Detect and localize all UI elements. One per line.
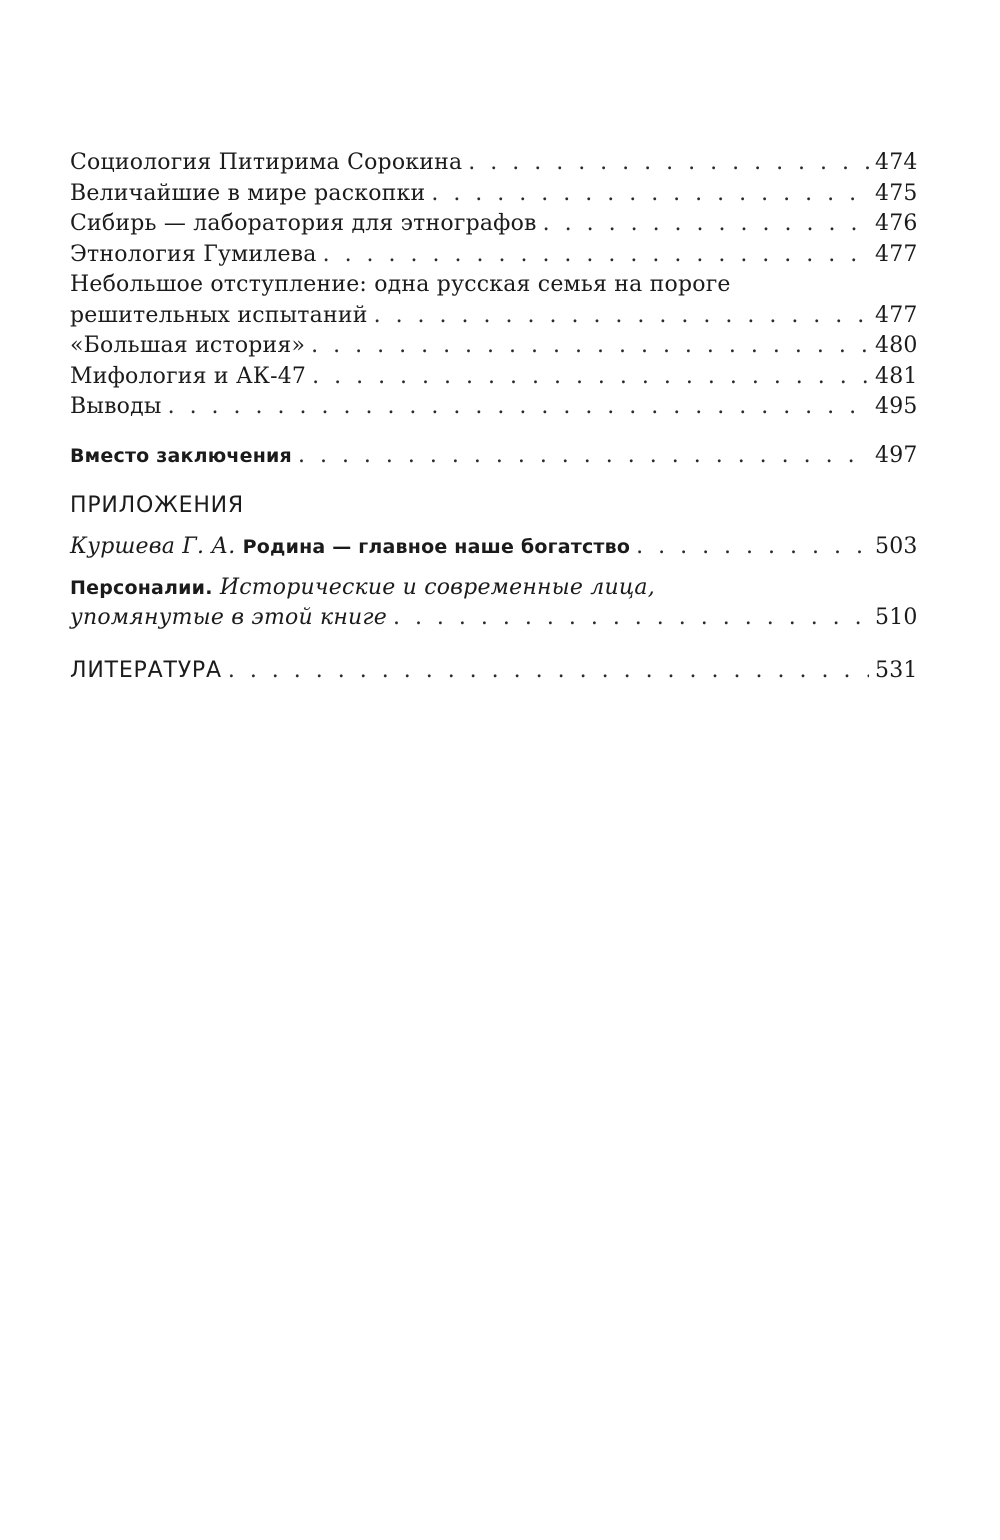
toc-entry-page: 474 bbox=[875, 150, 918, 175]
leader-dots bbox=[374, 301, 869, 332]
toc-appendix-entry[interactable] bbox=[70, 532, 918, 563]
leader-dots bbox=[636, 532, 869, 563]
conclusion-title: Вместо заключения bbox=[70, 444, 292, 467]
toc-entry[interactable] bbox=[70, 362, 918, 393]
appendix-page: 503 bbox=[875, 534, 918, 559]
leader-dots bbox=[431, 179, 869, 210]
toc-appendix-entry-multiline[interactable] bbox=[70, 573, 918, 634]
toc-entry-page: 477 bbox=[875, 302, 918, 328]
appendix-subtitle-line2: упомянутые в этой книге bbox=[70, 605, 387, 630]
toc-entry[interactable] bbox=[70, 148, 918, 179]
leader-dots bbox=[393, 603, 869, 634]
leader-dots bbox=[298, 441, 869, 472]
leader-dots bbox=[228, 656, 869, 687]
toc-literature[interactable] bbox=[70, 656, 918, 687]
toc-entry-page: 477 bbox=[875, 241, 918, 267]
leader-dots bbox=[311, 331, 869, 362]
toc-entry[interactable] bbox=[70, 209, 918, 240]
toc-entry-title: Социология Питирима Сорокина bbox=[70, 150, 463, 175]
toc-entry-title: Выводы bbox=[70, 394, 162, 419]
toc-entry-title: «Большая история» bbox=[70, 333, 306, 358]
toc-entry-title-line1: Небольшое отступление: одна русская семья на пороге bbox=[70, 272, 731, 297]
toc-entry[interactable] bbox=[70, 392, 918, 423]
leader-dots bbox=[323, 240, 869, 271]
toc-entry-page: 476 bbox=[875, 211, 918, 236]
leader-dots bbox=[312, 362, 869, 393]
toc-conclusion[interactable] bbox=[70, 441, 918, 472]
literature-title: ЛИТЕРАТУРА bbox=[70, 657, 222, 683]
toc-entry-title: Этнология Гумилева bbox=[70, 241, 317, 267]
toc-entry[interactable] bbox=[70, 179, 918, 210]
leader-dots bbox=[168, 392, 869, 423]
toc-entry[interactable] bbox=[70, 240, 918, 271]
appendix-title: Родина — главное наше богатство bbox=[242, 536, 631, 558]
toc-entry-title: Сибирь — лаборатория для этнографов bbox=[70, 211, 537, 236]
toc-entry-page: 480 bbox=[875, 333, 918, 358]
appendix-title: Персоналии. bbox=[70, 576, 213, 599]
toc-entry-multiline[interactable] bbox=[70, 270, 918, 331]
appendix-author: Куршева Г. А. bbox=[70, 534, 236, 559]
toc-entry-page: 481 bbox=[875, 363, 918, 389]
literature-page: 531 bbox=[875, 657, 918, 683]
toc-entry-title: Мифология и АК-47 bbox=[70, 363, 307, 389]
toc-entry-page: 475 bbox=[875, 180, 918, 206]
leader-dots bbox=[543, 209, 869, 240]
toc-entry-title-line2: решительных испытаний bbox=[70, 302, 368, 328]
appendices-heading: ПРИЛОЖЕНИЯ bbox=[70, 493, 245, 518]
toc-entry-title: Величайшие в мире раскопки bbox=[70, 180, 426, 206]
leader-dots bbox=[468, 148, 869, 179]
conclusion-page: 497 bbox=[875, 442, 918, 468]
appendix-subtitle-line1: Исторические и современные лица, bbox=[219, 574, 655, 600]
table-of-contents bbox=[70, 148, 918, 686]
toc-entry[interactable] bbox=[70, 331, 918, 362]
appendix-page: 510 bbox=[875, 605, 918, 630]
toc-entry-page: 495 bbox=[875, 394, 918, 419]
